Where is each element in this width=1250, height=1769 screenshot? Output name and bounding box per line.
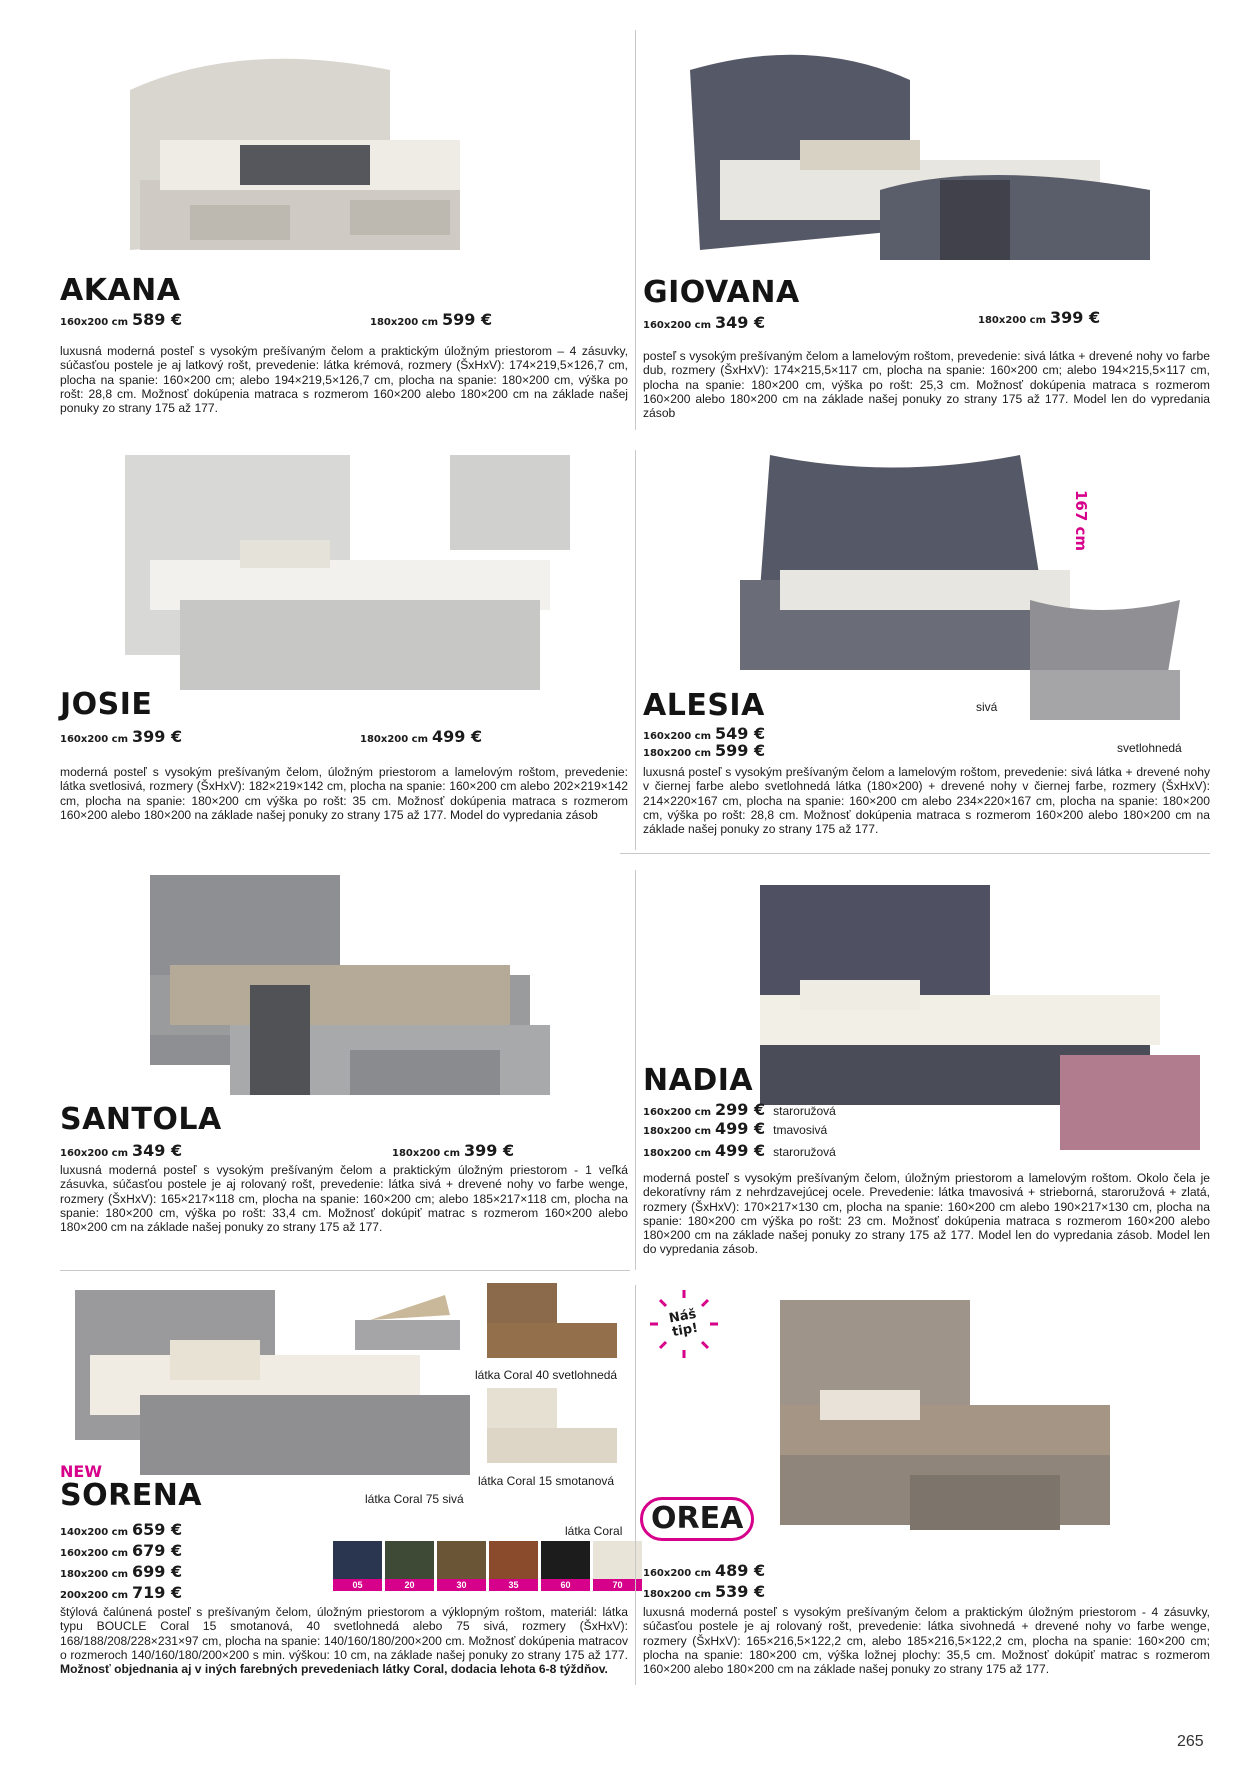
price-size: 180x200 cm: [60, 1569, 129, 1580]
akana-price-160: [60, 310, 182, 330]
price-size: 160x200 cm: [643, 731, 712, 742]
price-value: 499 €: [715, 1141, 766, 1160]
sorena-label-brown: látka Coral 40 svetlohnedá: [475, 1368, 618, 1382]
price-value: 499 €: [432, 727, 483, 746]
price-size: 180x200 cm: [643, 748, 712, 759]
orea-title: OREA: [640, 1497, 754, 1541]
alesia-description: luxusná posteľ s vysokým prešívaným čelom a lamelovým roštom, prevedenie: sivá látka + drevené nohy v čiernej farbe alebo svetlohnedá látka (180×200) + drevené nohy v čiernej farbe, rozmery (ŠxHxV): 214×220×167 cm, plocha na spanie: 160×200 cm alebo 234×220×167 cm, plocha na spanie: 180×200 cm, výška po rošt: 28,8 cm. Možnosť dokúpenia matraca s rozmerom 160×200 alebo 180×200 cm na základe našej ponuky zo strany 175 až 177.: [643, 765, 1210, 837]
price-size: 160x200 cm: [60, 1148, 129, 1159]
nadia-price-2: [643, 1119, 827, 1139]
sorena-price-140: [60, 1520, 182, 1540]
price-value: 399 €: [132, 727, 183, 746]
price-value: 679 €: [132, 1541, 183, 1560]
swatch-20[interactable]: [385, 1541, 434, 1591]
akana-bed-image: [60, 30, 580, 270]
price-value: 699 €: [132, 1562, 183, 1581]
nadia-price-1: [643, 1100, 836, 1120]
price-size: 160x200 cm: [643, 320, 712, 331]
santola-bed-image: [140, 875, 560, 1120]
giovana-price-180: [978, 308, 1100, 328]
swatch-35[interactable]: [489, 1541, 538, 1591]
akana-description: luxusná moderná posteľ s vysokým prešívaným čelom a praktickým úložným priestorom – 4 zásuvky, súčasťou postele je aj latkový rošt, prevedenie: látka krémová, rozmery (ŠxHxV): 174×219,5×126,7 cm, plocha na spanie: 160×200 cm; alebo 194×219,5×126,7 cm, plocha na spanie: 180×200 cm, výška po rošt: 28,8 cm. Možnosť dokúpenia matraca s rozmerom 160×200 alebo 180×200 cm na základe našej ponuky zo strany 175 až 177.: [60, 344, 628, 416]
price-size: 180x200 cm: [643, 1148, 712, 1159]
price-size: 180x200 cm: [370, 317, 439, 328]
price-value: 659 €: [132, 1520, 183, 1539]
column-divider: [635, 1285, 636, 1685]
sorena-label-coral: látka Coral: [565, 1524, 623, 1538]
column-divider: [635, 870, 636, 1270]
price-value: 299 €: [715, 1100, 766, 1119]
josie-description: moderná posteľ s vysokým prešívaným čelom, úložným priestorom a lamelovým roštom, prevedenie: látka svetlosivá, rozmery (ŠxHxV): 182×219×142 cm, plocha na spanie: 160×200 cm alebo 202×219×142 cm, plocha na spanie: 180×200 cm výška po rošt: 35 cm. Možnosť dokúpenia matraca s rozmerom 160×200 alebo 180×200 na základe našej ponuky zo strany 175 až 177. Model do vypredania zásob: [60, 765, 628, 822]
column-divider: [635, 30, 636, 430]
sorena-description-text: štýlová čalúnená posteľ s prešívaným čelom, úložným priestorom a výklopným roštom, materiál: látka typu BOUCLE Coral 15 smotanová, 40 svetlohnedá alebo 75 sivá, rozmery (ŠxHxV): 168/188/208/228×231×97 cm, plocha na spanie: 140/160/180/200×200 cm. Možnosť dokúpenia matracov o rozmeroch 140/160/180/200×200 s min. výškou: 10 cm, na základe našej ponuky zo strany 175 až 177.: [60, 1605, 628, 1662]
alesia-label-grey: sivá: [976, 700, 998, 714]
swatch-60[interactable]: [541, 1541, 590, 1591]
price-size: 200x200 cm: [60, 1590, 129, 1601]
price-size: 160x200 cm: [60, 734, 129, 745]
alesia-price-180: [643, 741, 765, 761]
price-size: 180x200 cm: [978, 315, 1047, 326]
nas-tip-badge: [650, 1290, 718, 1358]
orea-bed-image: [770, 1295, 1130, 1555]
swatch-code: 30: [437, 1579, 486, 1591]
sorena-label-cream: látka Coral 15 smotanová: [478, 1474, 615, 1488]
alesia-label-light-brown: svetlohnedá: [1117, 741, 1182, 755]
swatch-30[interactable]: [437, 1541, 486, 1591]
price-size: 160x200 cm: [60, 1548, 129, 1559]
price-value: 719 €: [132, 1583, 183, 1602]
price-value: 489 €: [715, 1561, 766, 1580]
sorena-grey-lift-image: [350, 1290, 465, 1355]
price-value: 499 €: [715, 1119, 766, 1138]
sorena-cream-image: [482, 1388, 622, 1463]
sorena-brown-image: [482, 1283, 622, 1358]
price-value: 599 €: [715, 741, 766, 760]
sorena-color-swatches: [333, 1541, 642, 1591]
nas-tip-label: Náš tip!: [667, 1306, 700, 1341]
alesia-bed-image: [740, 450, 1210, 740]
josie-price-160: [60, 727, 182, 747]
price-value: 539 €: [715, 1582, 766, 1601]
swatch-code: 70: [593, 1579, 642, 1591]
price-value: 399 €: [464, 1141, 515, 1160]
nadia-price-3: [643, 1141, 836, 1161]
akana-price-180: [370, 310, 492, 330]
sorena-price-180: [60, 1562, 182, 1582]
price-size: 160x200 cm: [60, 317, 129, 328]
santola-title: SANTOLA: [60, 1102, 222, 1137]
sorena-price-200: [60, 1583, 182, 1603]
price-size: 180x200 cm: [643, 1126, 712, 1137]
price-size: 180x200 cm: [643, 1589, 712, 1600]
sorena-title: SORENA: [60, 1478, 203, 1513]
josie-bed-image: [120, 450, 580, 700]
akana-title: AKANA: [60, 273, 181, 308]
giovana-price-160: [643, 313, 765, 333]
swatch-05[interactable]: [333, 1541, 382, 1591]
swatch-code: 60: [541, 1579, 590, 1591]
nadia-title: NADIA: [643, 1063, 754, 1098]
price-size: 160x200 cm: [643, 1568, 712, 1579]
price-size: 140x200 cm: [60, 1527, 129, 1538]
price-value: 599 €: [442, 310, 493, 329]
price-size: 160x200 cm: [643, 1107, 712, 1118]
giovana-description: posteľ s vysokým prešívaným čelom a lamelovým roštom, prevedenie: sivá látka + drevené nohy vo farbe dub, rozmery (ŠxHxV): 174×215,5×117 cm, plocha na spanie: 160×200 cm; alebo 194×215,5×117 cm, plocha na spanie: 180×200 cm, výška po rošt: 25,3 cm. Možnosť dokúpenia matraca s rozmerom 160×200 alebo 180×200 cm na základe našej ponuky zo strany 175 až 177. Model len do vypredania zásob: [643, 349, 1210, 421]
giovana-title: GIOVANA: [643, 275, 800, 310]
sorena-label-grey: látka Coral 75 sivá: [365, 1492, 464, 1506]
orea-price-160: [643, 1561, 765, 1581]
sorena-price-160: [60, 1541, 182, 1561]
new-badge: NEW: [60, 1462, 102, 1481]
price-size: 180x200 cm: [360, 734, 429, 745]
orea-description: luxusná moderná posteľ s vysokým prešívaným čelom a praktickým úložným priestorom - 4 zásuvky, súčasťou postele je aj rolovaný rošt, prevedenie: látka sivohnedá + drevené nohy vo farbe wenge, rozmery (ŠxHxV): 165×216,5×122,2 cm, alebo 185×216,5×122,2 cm, plocha na spanie: 160×200 cm; plocha na spanie: 180×200 cm, výška ložnej plochy: 35,5 cm. Možnosť dokúpiť matrac s rozmerom 160×200 alebo 180×200 cm na základe našej ponuky zo strany 175 až 177.: [643, 1605, 1210, 1677]
row-divider: [60, 1270, 630, 1271]
page-number: 265: [1177, 1733, 1204, 1750]
orea-price-180: [643, 1582, 765, 1602]
price-value: 349 €: [715, 313, 766, 332]
swatch-code: 20: [385, 1579, 434, 1591]
josie-title: JOSIE: [60, 687, 153, 722]
sorena-description-bold: Možnosť objednania aj v iných farebných prevedeniach látky Coral, dodacia lehota 6-8 týždňov.: [60, 1662, 608, 1677]
price-color-note: tmavosivá: [773, 1123, 828, 1137]
price-value: 349 €: [132, 1141, 183, 1160]
price-color-note: staroružová: [773, 1104, 836, 1118]
swatch-code: 35: [489, 1579, 538, 1591]
santola-description: luxusná moderná posteľ s vysokým prešívaným čelom a praktickým úložným priestorom - 1 veľká zásuvka, súčasťou postele je aj rolovaný rošt, prevedenie: látka sivá + drevené nohy vo farbe wenge, rozmery (ŠxHxV): 165×217×118 cm, plocha na spanie: 160×200 cm; alebo 185×217×118 cm, plocha na spanie: 180×200 cm, výška po rošt: 33,4 cm. Možnosť dokúpiť matrac s rozmerom 160×200 alebo 180×200 cm na základe našej ponuky zo strany 175 až 177.: [60, 1163, 628, 1235]
nadia-description: moderná posteľ s vysokým prešívaným čelom, úložným priestorom a lamelovým roštom. Okolo čela je dekoratívny rám z nehrdzavejúcej ocele. Prevedenie: látka tmavosivá + strieborná, staroružová + zlatá, rozmery (ŠxHxV): 170×217×130 cm, plocha na spanie: 160×200 cm alebo 190×217×130 cm, plocha na spanie: 180×200 cm výška po rošt: 23 cm. Možnosť dokúpenia matraca s rozmerom 160×200 alebo 180×200 cm na základe našej ponuky zo strany 175 až 177. Model len do vypredania zásob. Model len do vypredania zásob.: [643, 1171, 1210, 1257]
santola-price-160: [60, 1141, 182, 1161]
giovana-bed-image: [680, 40, 1180, 280]
price-value: 549 €: [715, 724, 766, 743]
price-value: 589 €: [132, 310, 183, 329]
sorena-description: [60, 1605, 628, 1676]
santola-price-180: [392, 1141, 514, 1161]
price-color-note: staroružová: [773, 1145, 836, 1159]
price-size: 180x200 cm: [392, 1148, 461, 1159]
row-divider: [620, 853, 1210, 854]
column-divider: [635, 450, 636, 850]
alesia-height-dimension: 167 cm: [1072, 490, 1090, 552]
price-value: 399 €: [1050, 308, 1101, 327]
josie-price-180: [360, 727, 482, 747]
swatch-code: 05: [333, 1579, 382, 1591]
alesia-title: ALESIA: [643, 688, 765, 723]
